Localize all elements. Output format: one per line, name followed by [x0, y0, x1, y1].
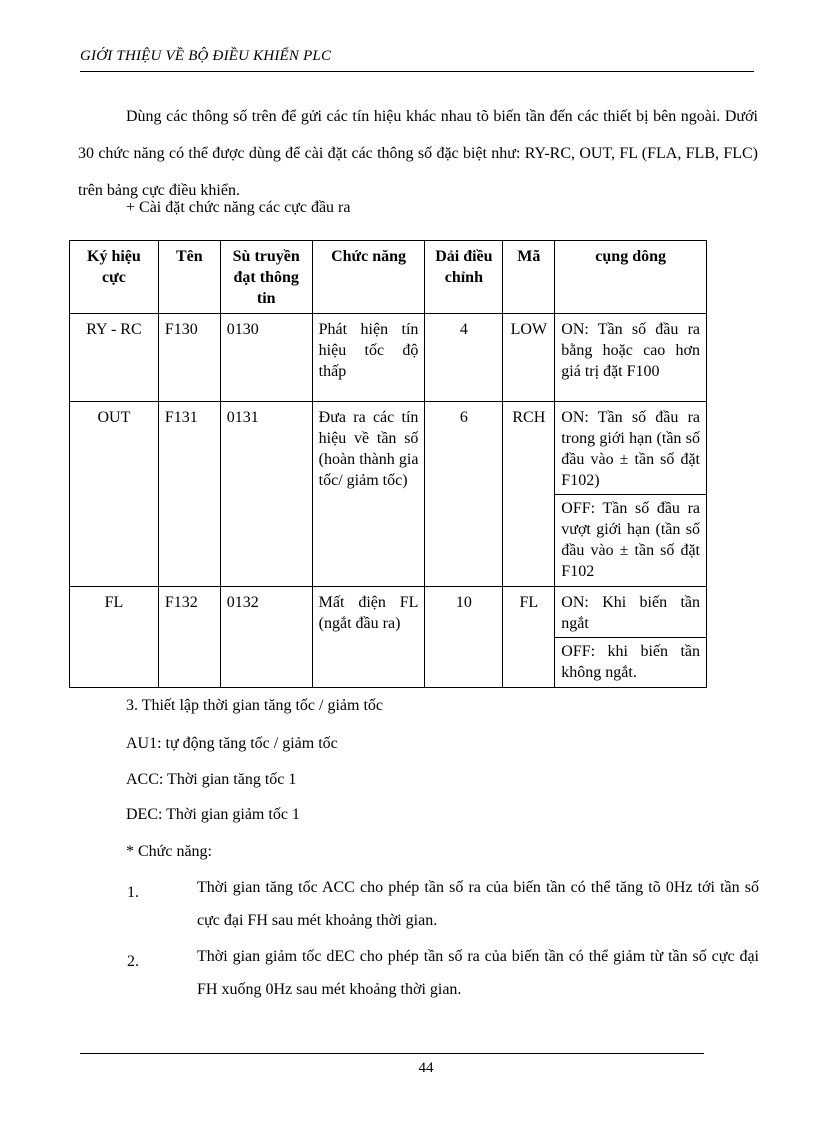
- description-divider: [555, 637, 706, 638]
- list-item: Thời gian tăng tốc ACC cho phép tần số ra của biến tần có thể tăng tõ 0Hz tới tần số cực đại FH sau mét khoảng thời gian.: [197, 879, 759, 929]
- cell-code: RCH: [503, 402, 555, 587]
- cell-symbol: OUT: [70, 402, 159, 587]
- intro-text: Dùng các thông số trên để gửi các tín hiệu khác nhau tõ biến tần đến các thiết bị bên ngoài. Dưới 30 chức năng có thể được dùng để cài đặt các thông số đặc biệt như: RY-RC, OUT, FL (FLA, FLB, FLC) trên bảng cực điều khiển.: [78, 108, 758, 199]
- cell-code: FL: [503, 587, 555, 688]
- cell-description: [555, 402, 707, 587]
- table-row: [70, 314, 707, 402]
- output-terminal-subheading: + Cài đặt chức năng các cực đầu ra: [126, 199, 351, 216]
- intro-paragraph: [78, 98, 758, 209]
- cell-function: Phát hiện tín hiệu tốc độ thấp: [312, 314, 425, 402]
- function-label: * Chức năng:: [126, 843, 212, 860]
- cell-symbol: RY - RC: [70, 314, 159, 402]
- cell-range: 10: [425, 587, 503, 688]
- description-off: OFF: Tần số đầu ra vượt giới hạn (tần số đầu vào ± tần số đặt F102: [561, 500, 700, 580]
- col-header-range: Dải điều chỉnh: [425, 241, 503, 314]
- output-terminal-table: [69, 240, 707, 688]
- cell-comm: 0132: [220, 587, 312, 688]
- table-row: [70, 402, 707, 587]
- description-on: ON: Khi biến tần ngắt: [561, 594, 700, 632]
- footer-rule: [80, 1053, 704, 1054]
- cell-code: LOW: [503, 314, 555, 402]
- cell-comm: 0131: [220, 402, 312, 587]
- list-item: Thời gian giảm tốc dEC cho phép tần số ra của biến tần có thể giảm từ tần số cực đại FH xuống 0Hz sau mét khoảng thời gian.: [197, 948, 759, 998]
- cell-name: F132: [158, 587, 220, 688]
- cell-function: Mất điện FL (ngắt đầu ra): [312, 587, 425, 688]
- list-number: 1.: [127, 884, 139, 901]
- description-divider: [555, 494, 706, 495]
- cell-function: Đưa ra các tín hiệu về tần số (hoàn thành gia tốc/ giảm tốc): [312, 402, 425, 587]
- cell-symbol: FL: [70, 587, 159, 688]
- cell-name: F130: [158, 314, 220, 402]
- cell-range: 4: [425, 314, 503, 402]
- col-header-comm: Sù truyền đạt thông tin: [220, 241, 312, 314]
- cell-description: [555, 587, 707, 688]
- section-title: 3. Thiết lập thời gian tăng tốc / giảm tốc: [126, 697, 383, 714]
- acc-line: ACC: Thời gian tăng tốc 1: [126, 771, 297, 788]
- description-on: ON: Tần số đầu ra bằng hoặc cao hơn giá trị đặt F100: [561, 321, 700, 380]
- col-header-description: cụng dông: [555, 241, 707, 314]
- table-header-row: [70, 241, 707, 314]
- page-header: GIỚI THIỆU VỀ BỘ ĐIỀU KHIỂN PLC: [80, 48, 332, 64]
- col-header-function: Chức năng: [312, 241, 425, 314]
- cell-name: F131: [158, 402, 220, 587]
- au1-line: AU1: tự động tăng tốc / giảm tốc: [126, 735, 338, 752]
- col-header-code: Mã: [503, 241, 555, 314]
- page-number: 44: [418, 1060, 434, 1076]
- description-off: OFF: khi biến tần không ngắt.: [561, 643, 700, 681]
- col-header-symbol: Ký hiệu cực: [70, 241, 159, 314]
- col-header-name: Tên: [158, 241, 220, 314]
- cell-range: 6: [425, 402, 503, 587]
- cell-description: [555, 314, 707, 402]
- table-row: [70, 587, 707, 688]
- header-rule: [80, 71, 754, 72]
- description-on: ON: Tần số đầu ra trong giới hạn (tần số đầu vào ± tần số đặt F102): [561, 409, 700, 489]
- cell-comm: 0130: [220, 314, 312, 402]
- list-number: 2.: [127, 953, 139, 970]
- dec-line: DEC: Thời gian giảm tốc 1: [126, 806, 300, 823]
